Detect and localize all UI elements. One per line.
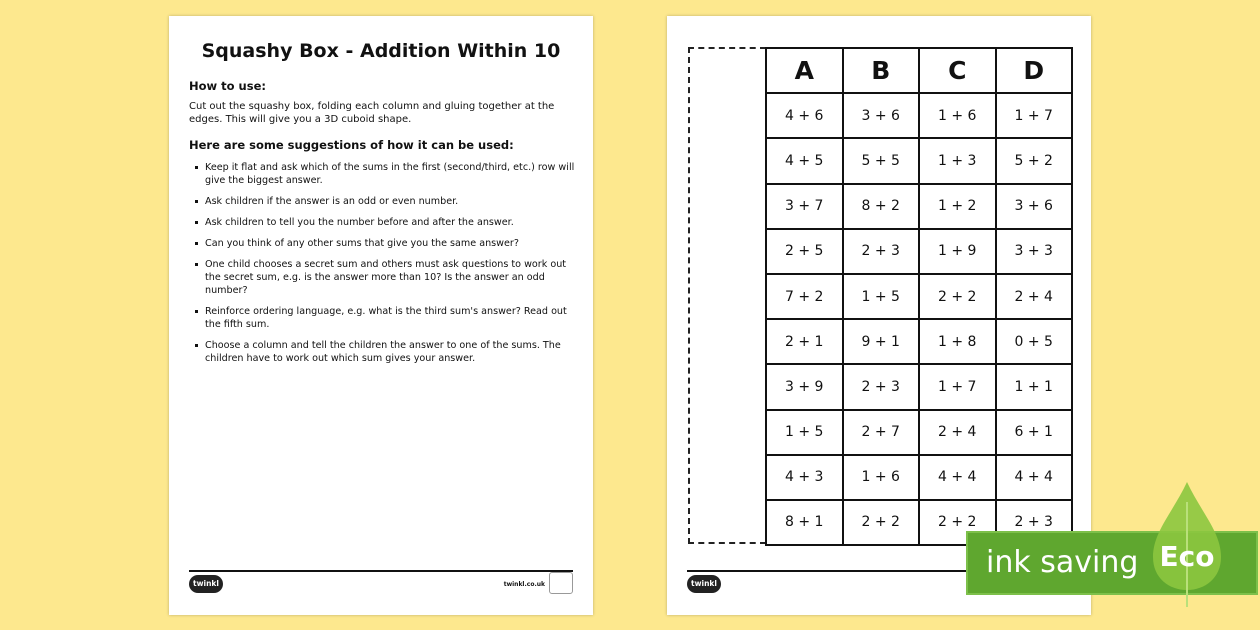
suggestion-item: Choose a column and tell the children the answer to one of the sums. The children have to work out which sum gives your answer. xyxy=(205,339,575,365)
sum-cell: 1 + 2 xyxy=(919,184,996,229)
squashy-box-page xyxy=(667,16,1091,615)
sum-cell: 1 + 5 xyxy=(766,410,843,455)
sum-cell: 2 + 4 xyxy=(919,410,996,455)
sum-cell: 2 + 1 xyxy=(766,319,843,364)
sum-cell: 2 + 2 xyxy=(919,274,996,319)
table-row xyxy=(766,274,1072,319)
sum-cell: 1 + 7 xyxy=(996,93,1073,138)
sum-cell: 1 + 5 xyxy=(843,274,920,319)
suggestion-item: Reinforce ordering language, e.g. what is the third sum's answer? Read out the fifth sum. xyxy=(205,305,575,331)
sum-cell: 4 + 5 xyxy=(766,138,843,183)
column-header: D xyxy=(996,48,1073,93)
eco-leaf-icon xyxy=(1151,482,1223,607)
column-header: A xyxy=(766,48,843,93)
how-to-use-text: Cut out the squashy box, folding each column and gluing together at the edges. This will give you a 3D cuboid shape. xyxy=(189,101,555,125)
table-row xyxy=(766,455,1072,500)
ink-saving-label: ink saving xyxy=(986,545,1139,580)
twinkl-logo: twinkl xyxy=(189,575,223,593)
column-header: C xyxy=(919,48,996,93)
sum-cell: 1 + 7 xyxy=(919,364,996,409)
sum-cell: 6 + 1 xyxy=(996,410,1073,455)
sum-cell: 1 + 6 xyxy=(843,455,920,500)
sum-cell: 7 + 2 xyxy=(766,274,843,319)
table-row xyxy=(766,229,1072,274)
sum-cell: 2 + 3 xyxy=(843,364,920,409)
page-title: Squashy Box - Addition Within 10 xyxy=(201,40,561,62)
sums-table xyxy=(765,47,1073,546)
suggestion-item: Can you think of any other sums that give you the same answer? xyxy=(205,237,575,250)
sum-cell: 2 + 3 xyxy=(996,500,1073,545)
table-row xyxy=(766,319,1072,364)
sum-cell: 5 + 5 xyxy=(843,138,920,183)
suggestion-item: Ask children if the answer is an odd or even number. xyxy=(205,195,575,208)
sum-cell: 4 + 4 xyxy=(996,455,1073,500)
sum-cell: 2 + 7 xyxy=(843,410,920,455)
sum-cell: 2 + 5 xyxy=(766,229,843,274)
table-row xyxy=(766,184,1072,229)
sum-cell: 2 + 4 xyxy=(996,274,1073,319)
quality-badge-icon xyxy=(549,572,573,594)
sum-cell: 8 + 1 xyxy=(766,500,843,545)
sum-cell: 4 + 6 xyxy=(766,93,843,138)
sum-cell: 2 + 2 xyxy=(919,500,996,545)
sum-cell: 0 + 5 xyxy=(996,319,1073,364)
suggestion-item: Keep it flat and ask which of the sums in the first (second/third, etc.) row will give the biggest answer. xyxy=(205,162,575,186)
sum-cell: 9 + 1 xyxy=(843,319,920,364)
twinkl-logo: twinkl xyxy=(687,575,721,593)
instructions-page xyxy=(169,16,593,615)
suggestions-list xyxy=(205,161,575,373)
sum-cell: 8 + 2 xyxy=(843,184,920,229)
column-header: B xyxy=(843,48,920,93)
eco-label: Eco xyxy=(1159,540,1215,573)
sum-cell: 1 + 3 xyxy=(919,138,996,183)
sum-cell: 1 + 8 xyxy=(919,319,996,364)
sum-cell: 4 + 4 xyxy=(919,455,996,500)
sum-cell: 3 + 6 xyxy=(996,184,1073,229)
sum-cell: 4 + 3 xyxy=(766,455,843,500)
sum-cell: 5 + 2 xyxy=(996,138,1073,183)
table-row xyxy=(766,364,1072,409)
sum-cell: 1 + 1 xyxy=(996,364,1073,409)
sum-cell: 3 + 3 xyxy=(996,229,1073,274)
suggestions-heading: Here are some suggestions of how it can be used: xyxy=(189,138,514,152)
suggestion-item: Ask children to tell you the number before and after the answer. xyxy=(205,216,575,229)
sum-cell: 3 + 7 xyxy=(766,184,843,229)
glue-tab-dashed xyxy=(688,47,766,544)
footer-site: twinkl.co.uk xyxy=(503,581,545,588)
suggestion-item: One child chooses a secret sum and others must ask questions to work out the secret sum, e.g. is the answer more than 10? Is the answer an odd number? xyxy=(205,258,575,297)
sum-cell: 1 + 9 xyxy=(919,229,996,274)
table-row xyxy=(766,93,1072,138)
how-to-use-heading: How to use: xyxy=(189,79,266,93)
table-row xyxy=(766,410,1072,455)
sum-cell: 3 + 6 xyxy=(843,93,920,138)
sum-cell: 1 + 6 xyxy=(919,93,996,138)
sum-cell: 2 + 3 xyxy=(843,229,920,274)
footer-divider xyxy=(189,570,573,572)
table-row xyxy=(766,138,1072,183)
sum-cell: 3 + 9 xyxy=(766,364,843,409)
sum-cell: 2 + 2 xyxy=(843,500,920,545)
